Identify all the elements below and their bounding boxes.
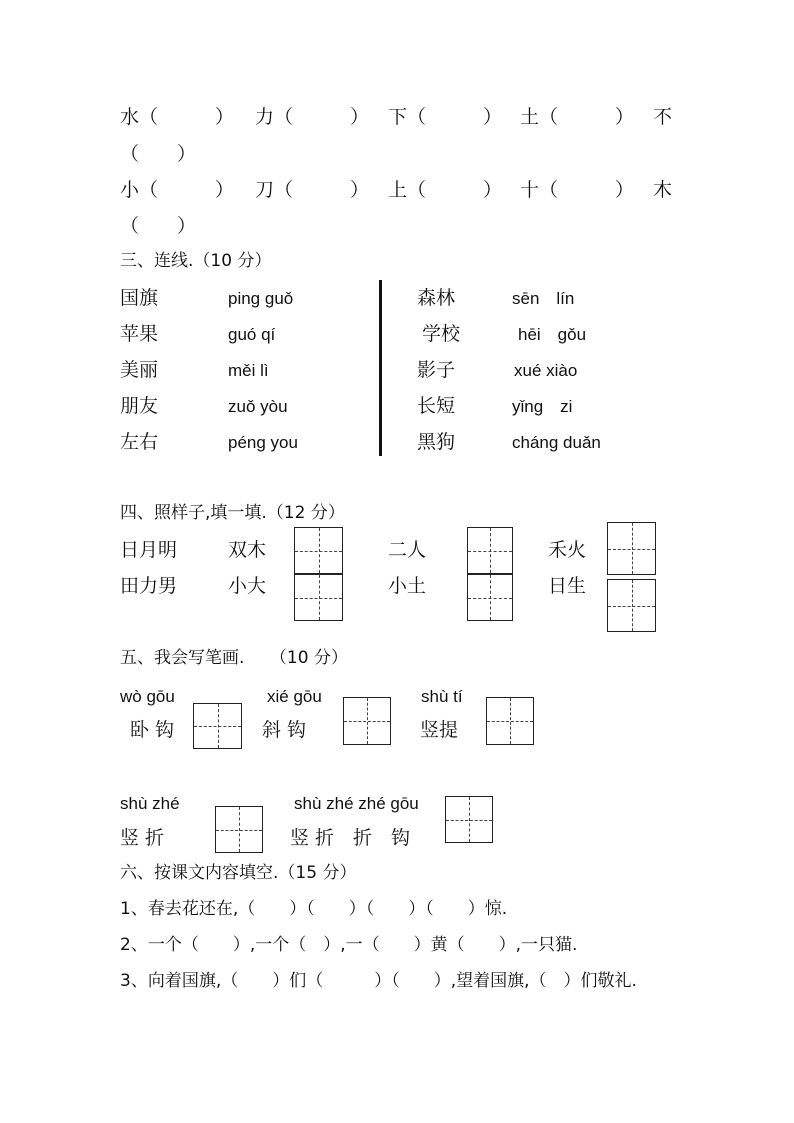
writing-grid-box[interactable] xyxy=(445,796,493,843)
left-pinyin: pinɡ ɡuǒ xyxy=(228,289,294,308)
fill-item: 土（ ） xyxy=(520,106,635,128)
writing-grid-box[interactable] xyxy=(467,574,513,621)
fill-item: 十（ ） xyxy=(520,179,635,201)
left-pinyin: měi lì xyxy=(228,361,269,380)
left-word: 苹果 xyxy=(120,323,159,345)
writing-grid-box[interactable] xyxy=(486,697,534,745)
writing-grid-box[interactable] xyxy=(294,574,343,621)
writing-grid-box[interactable] xyxy=(607,522,656,575)
section3-title: 三、连线.（10 分） xyxy=(120,251,272,271)
stroke-pinyin: shù tí xyxy=(421,687,463,706)
fill-item: 木 xyxy=(653,179,673,201)
left-pinyin: ɡuó qí xyxy=(228,325,276,344)
writing-grid-box[interactable] xyxy=(467,527,513,574)
right-pinyin: xué xiào xyxy=(514,361,578,380)
compose-item: 禾火 xyxy=(548,539,587,561)
writing-grid-box[interactable] xyxy=(193,703,242,749)
compose-item: 日生 xyxy=(548,575,587,597)
stroke-name: 卧 钩 xyxy=(130,719,175,741)
right-pinyin: chánɡ duǎn xyxy=(512,433,601,452)
fill-item: 不 xyxy=(653,106,673,128)
section5-title: 五、我会写笔画. （10 分） xyxy=(120,648,348,668)
right-pinyin: yǐnɡ zi xyxy=(512,397,573,416)
divider-line xyxy=(379,280,382,456)
stroke-pinyin: shù zhé zhé ɡōu xyxy=(294,794,419,813)
fill-item: 下（ ） xyxy=(388,106,503,128)
fill-item: 小（ ） xyxy=(120,179,235,201)
left-pinyin: zuǒ yòu xyxy=(228,397,288,416)
fill-item-wrap: （ ） xyxy=(120,143,197,165)
compose-item: 小大 xyxy=(228,575,267,597)
compose-item: 小土 xyxy=(388,575,427,597)
example-word: 田力男 xyxy=(120,575,178,597)
right-word: 长短 xyxy=(417,395,456,417)
stroke-pinyin: shù zhé xyxy=(120,794,180,813)
stroke-name: 竖提 xyxy=(420,719,459,741)
writing-grid-box[interactable] xyxy=(294,527,343,574)
fill-item-wrap: （ ） xyxy=(120,215,197,237)
right-pinyin: hēi ɡǒu xyxy=(518,325,587,344)
text-fill-line: 2、一个（ ）,一个（ ）,一（ ）黄（ ）,一只猫. xyxy=(120,935,578,955)
compose-item: 二人 xyxy=(388,539,427,561)
stroke-name: 斜 钩 xyxy=(262,719,307,741)
right-word: 黑狗 xyxy=(417,431,456,453)
stroke-name: 竖 折 折 钩 xyxy=(290,827,411,849)
right-word: 森林 xyxy=(417,287,456,309)
fill-item: 水（ ） xyxy=(120,106,235,128)
stroke-pinyin: xié ɡōu xyxy=(267,687,322,706)
fill-item: 力（ ） xyxy=(255,106,370,128)
example-word: 日月明 xyxy=(120,539,178,561)
stroke-name: 竖 折 xyxy=(120,827,165,849)
writing-grid-box[interactable] xyxy=(343,697,391,745)
left-word: 朋友 xyxy=(120,395,159,417)
compose-item: 双木 xyxy=(228,539,267,561)
writing-grid-box[interactable] xyxy=(215,806,263,853)
fill-item: 上（ ） xyxy=(388,179,503,201)
left-word: 国旗 xyxy=(120,287,159,309)
left-word: 美丽 xyxy=(120,359,159,381)
right-pinyin: sēn lín xyxy=(512,289,575,308)
left-pinyin: pénɡ you xyxy=(228,433,298,452)
right-word: 影子 xyxy=(417,359,456,381)
stroke-pinyin: wò ɡōu xyxy=(120,687,175,706)
writing-grid-box[interactable] xyxy=(607,579,656,632)
right-word: 学校 xyxy=(422,323,461,345)
section6-title: 六、按课文内容填空.（15 分） xyxy=(120,863,357,883)
left-word: 左右 xyxy=(120,431,159,453)
fill-item: 刀（ ） xyxy=(255,179,370,201)
section4-title: 四、照样子,填一填.（12 分） xyxy=(120,503,345,523)
text-fill-line: 3、向着国旗,（ ）们（ ）（ ）,望着国旗,（ ）们敬礼. xyxy=(120,971,637,991)
text-fill-line: 1、春去花还在,（ ）（ ）（ ）（ ）惊. xyxy=(120,899,508,919)
